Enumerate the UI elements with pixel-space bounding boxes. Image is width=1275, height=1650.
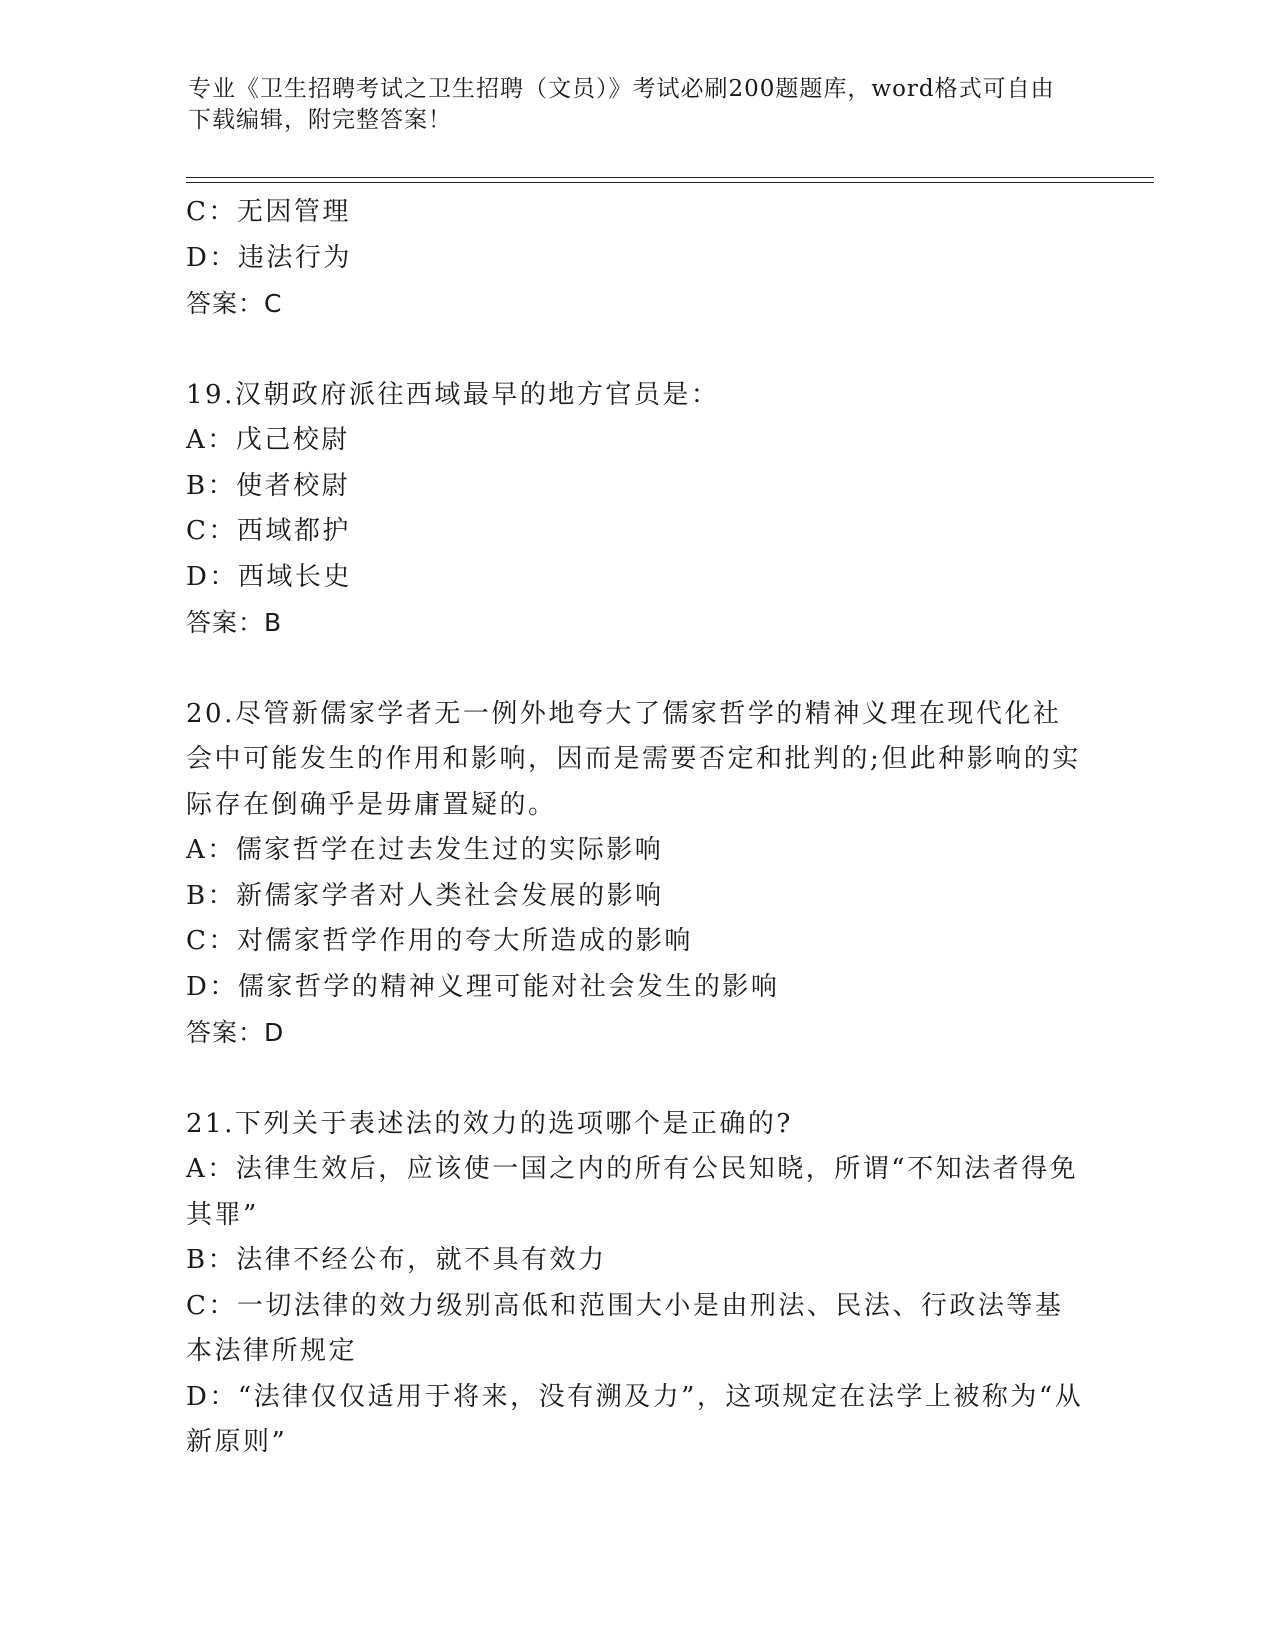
question-20 bbox=[186, 692, 1086, 1056]
spacer bbox=[186, 646, 1086, 692]
question-text: 21.下列关于表述法的效力的选项哪个是正确的? bbox=[186, 1108, 793, 1139]
question-18 bbox=[186, 190, 1086, 327]
spacer bbox=[186, 1056, 1086, 1102]
question-21 bbox=[186, 1102, 1086, 1466]
document-header: 专业《卫生招聘考试之卫生招聘（文员）》考试必刷200题题库，word格式可自由下载编辑，附完整答案！ bbox=[188, 76, 1055, 133]
answer-label: 答案：D bbox=[186, 1018, 285, 1047]
option-d: D：儒家哲学的精神义理可能对社会发生的影响 bbox=[186, 971, 780, 1002]
option-d: D：“法律仅仅适用于将来，没有溯及力”，这项规定在法学上被称为“从新原则” bbox=[186, 1381, 1084, 1457]
question-19 bbox=[186, 373, 1086, 646]
option-c: C：一切法律的效力级别高低和范围大小是由刑法、民法、行政法等基本法律所规定 bbox=[186, 1290, 1064, 1366]
question-list bbox=[186, 190, 1086, 1466]
option-d: D：西域长史 bbox=[186, 561, 352, 592]
option-d: D：违法行为 bbox=[186, 242, 352, 273]
option-c: C：对儒家哲学作用的夸大所造成的影响 bbox=[186, 926, 693, 956]
spacer bbox=[186, 327, 1086, 373]
option-a: A：儒家哲学在过去发生过的实际影响 bbox=[186, 835, 664, 865]
option-a: A：法律生效后，应该使一国之内的所有公民知晓，所谓“不知法者得免其罪” bbox=[186, 1154, 1079, 1230]
option-c: C：西域都护 bbox=[186, 516, 351, 546]
answer-label: 答案：C bbox=[186, 289, 283, 318]
header-divider-bottom bbox=[186, 182, 1154, 183]
option-b: B：法律不经公布，就不具有效力 bbox=[186, 1245, 607, 1275]
question-text: 19.汉朝政府派往西域最早的地方官员是： bbox=[186, 379, 720, 410]
option-b: B：使者校尉 bbox=[186, 470, 351, 501]
answer-label: 答案：B bbox=[186, 608, 283, 637]
option-c: C：无因管理 bbox=[186, 197, 351, 227]
header-divider-top bbox=[186, 177, 1154, 178]
option-b: B：新儒家学者对人类社会发展的影响 bbox=[186, 880, 664, 911]
question-text: 20.尽管新儒家学者无一例外地夸大了儒家哲学的精神义理在现代化社会中可能发生的作用和影响，因而是需要否定和批判的;但此种影响的实际存在倒确乎是毋庸置疑的。 bbox=[186, 698, 1081, 820]
option-a: A：戊己校尉 bbox=[186, 425, 350, 455]
